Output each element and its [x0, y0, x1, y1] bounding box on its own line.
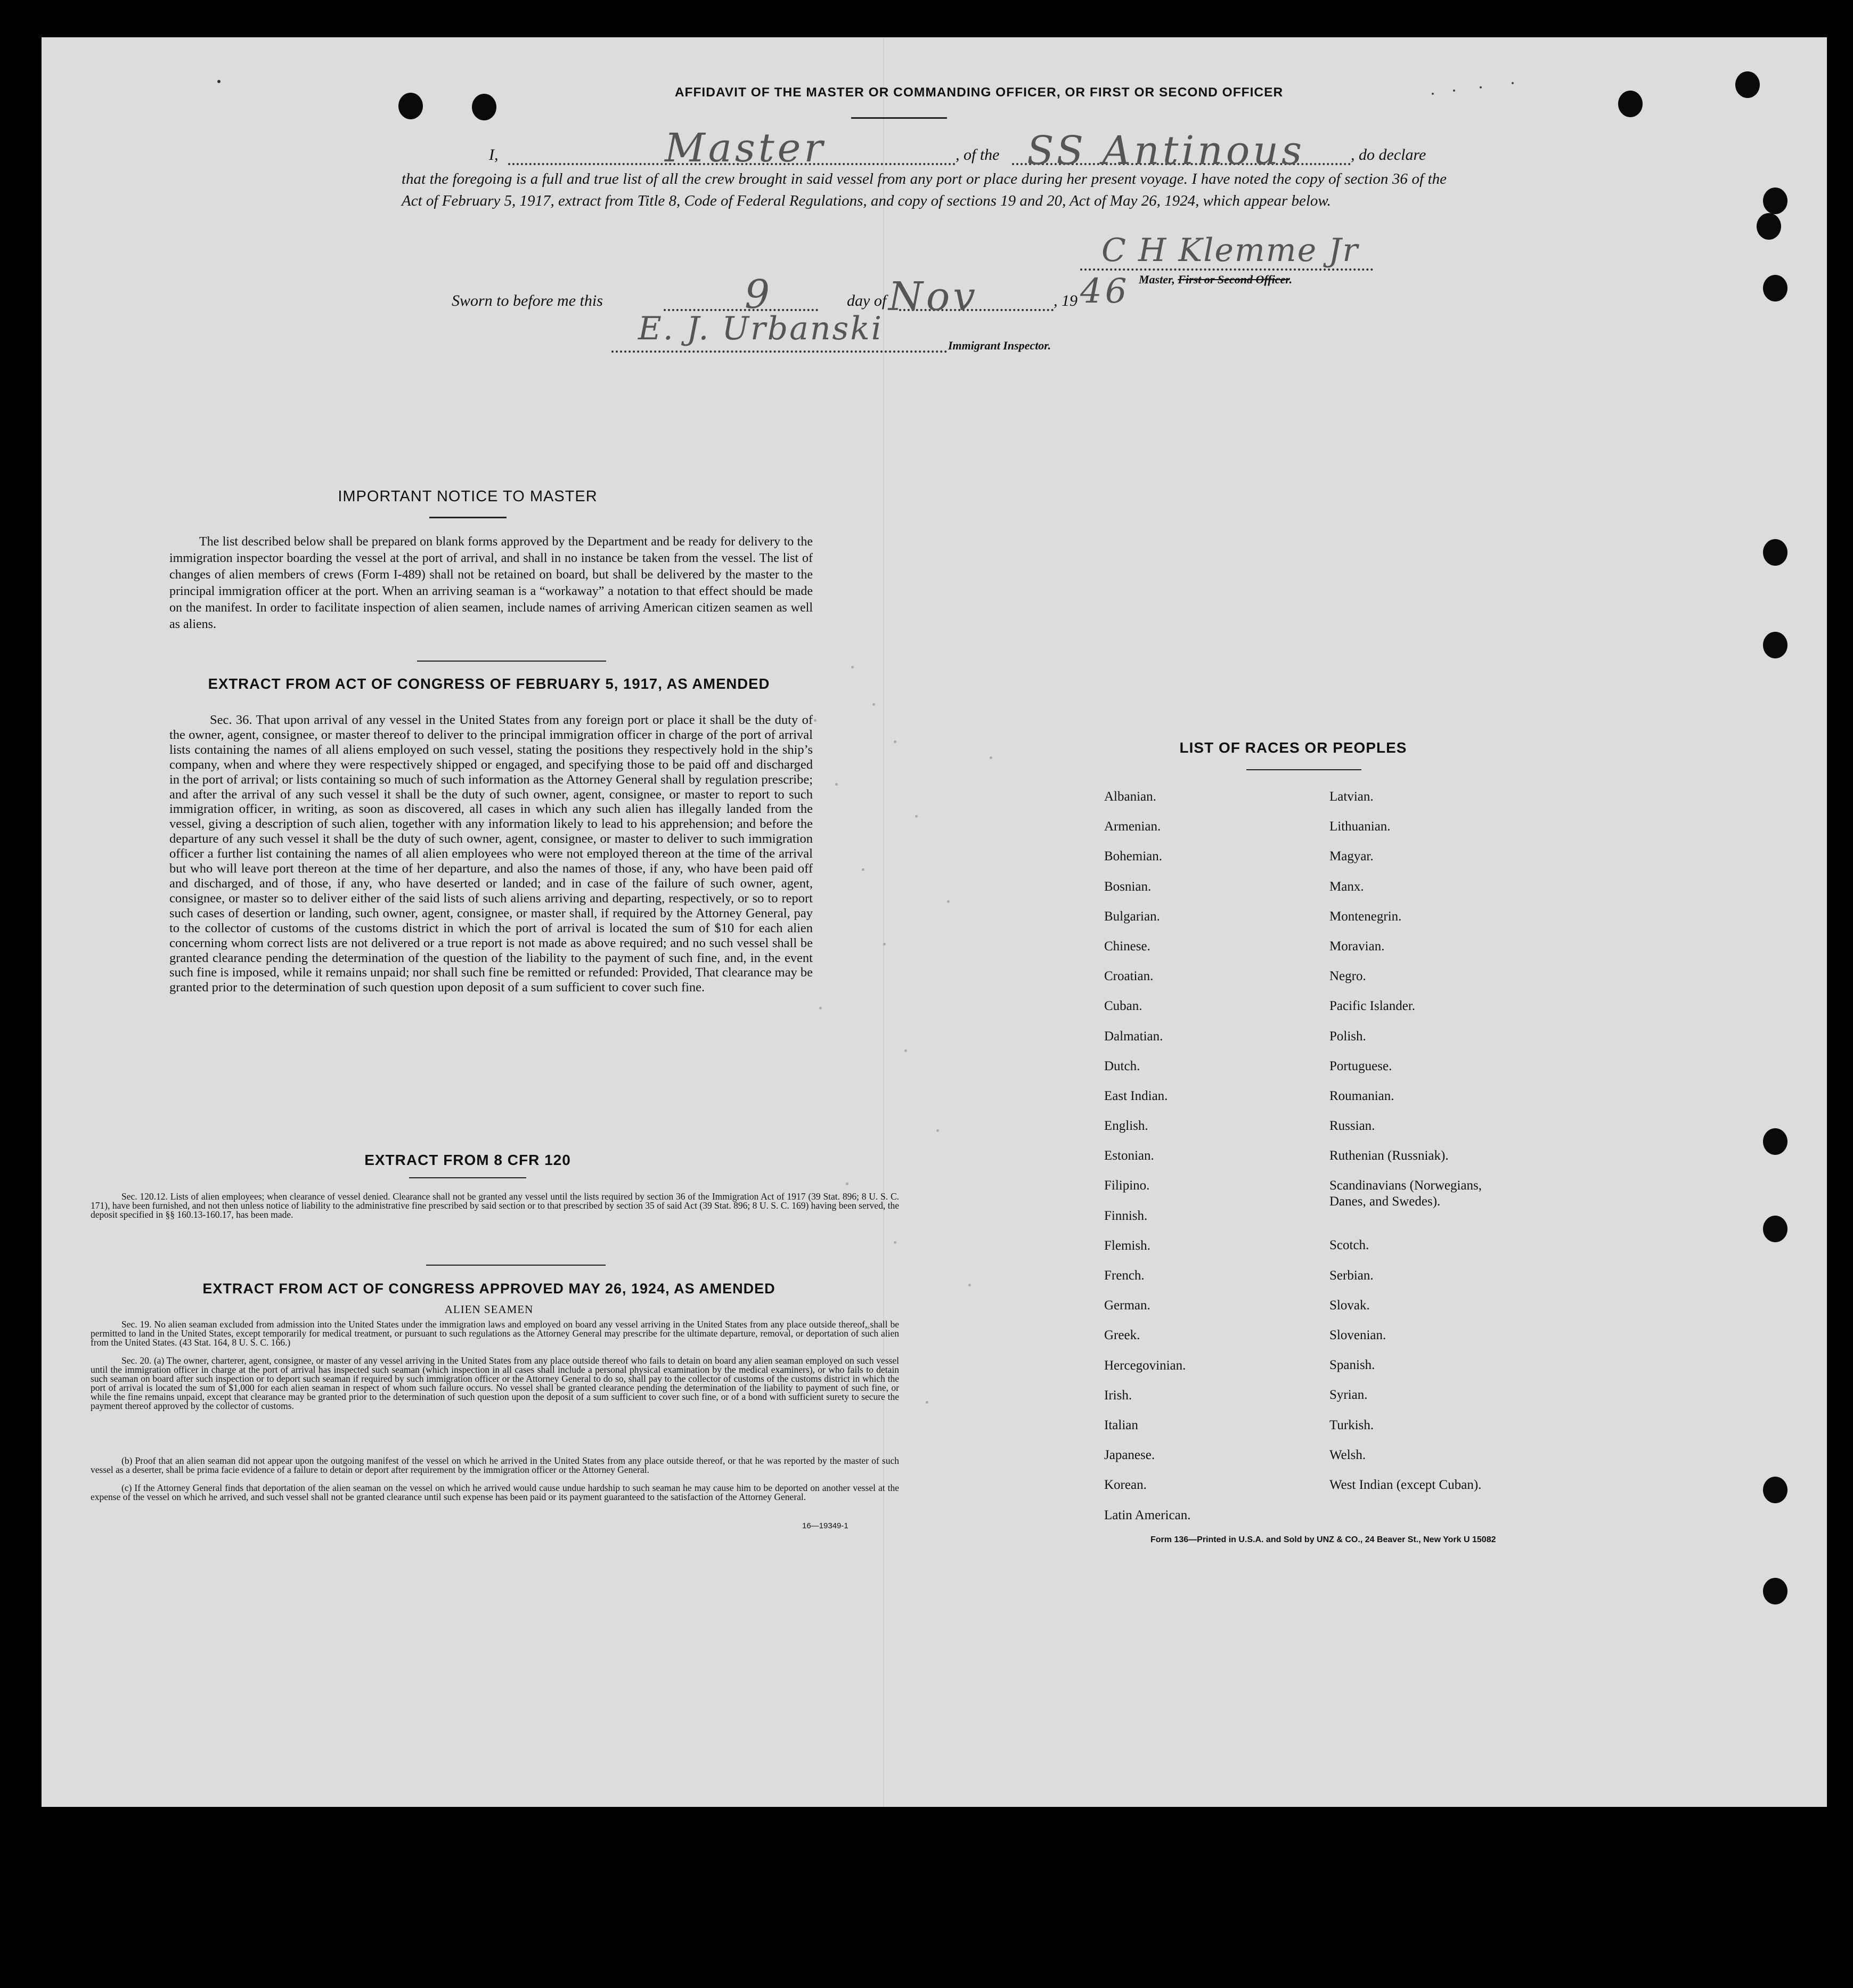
race-item: Flemish.	[1104, 1238, 1150, 1253]
extract-1917-rule-top	[417, 661, 606, 662]
master-caption	[1139, 273, 1292, 287]
race-item: Filipino.	[1104, 1178, 1150, 1193]
race-item: Portuguese.	[1329, 1058, 1392, 1073]
race-item: Negro.	[1329, 969, 1366, 984]
race-item: Albanian.	[1104, 789, 1156, 804]
race-item: Slovenian.	[1329, 1328, 1386, 1342]
race-item: Welsh.	[1329, 1447, 1366, 1462]
race-item: Estonian.	[1104, 1148, 1154, 1163]
race-item: Ruthenian (Russniak).	[1329, 1148, 1449, 1163]
affidavit-body: that the foregoing is a full and true list of all the crew brought in said vessel from any port or place during her present voyage. I have noted the copy of section 36 of the Act of February 5, 1917, extract from Title 8, Code of Federal Regulations, and copy of sections 19 and 20, Act of May 26, 1924, which appear below.	[402, 170, 1447, 209]
race-item: Russian.	[1329, 1119, 1375, 1134]
extract-1924-subheading: ALIEN SEAMEN	[444, 1303, 534, 1316]
race-item: Scotch.	[1329, 1238, 1369, 1253]
race-item: Dutch.	[1104, 1058, 1140, 1073]
race-item: Montenegrin.	[1329, 909, 1402, 924]
race-item: Scandinavians (Norwegians, Danes, and Swedes).	[1329, 1178, 1482, 1209]
extract-1924-sec20a: Sec. 20. (a) The owner, charterer, agent, consignee, or master of any vessel arriving in the United States from any place outside thereof who fails to detain on board any alien seaman employed on such vessel until the immigration officer in charge at the port of arrival has inspected such seaman (which inspection in all cases shall include a personal physical examination by the medical examiners), or who fails to detain such seaman on board after such inspection or to deport such seaman if required by such immigration officer or the Attorney General to do so, shall pay to the collector of customs of the customs district in which the port of arrival is located the sum of $1,000 for each alien seaman in respect of whom such failure occurs. No vessel shall be granted clearance pending the determination of the liability to payment of such fine, or while the fine remains unpaid, except that clearance may be granted prior to the determination of such question upon the deposit of a sum sufficient to cover such fine, or of a bond with sufficient surety to secure the payment thereof approved by the collector of customs.	[91, 1355, 899, 1411]
year-prefix: , 19	[1054, 292, 1077, 309]
punch-hole	[1763, 632, 1787, 658]
punch-hole	[398, 93, 423, 119]
affidavit-i: I,	[489, 146, 499, 164]
punch-hole	[1763, 539, 1787, 566]
affidavit-declare: , do declare	[1351, 146, 1426, 164]
race-item: Roumanian.	[1329, 1088, 1394, 1103]
punch-hole	[1618, 91, 1643, 117]
punch-hole	[1763, 188, 1787, 214]
cfr-rule	[409, 1177, 526, 1178]
master-caption-struck: First or Second Officer	[1178, 273, 1289, 286]
race-item: Finnish.	[1104, 1208, 1148, 1223]
race-item: Armenian.	[1104, 819, 1161, 834]
race-item: Magyar.	[1329, 849, 1374, 864]
races-heading: LIST OF RACES OR PEOPLES	[1179, 739, 1407, 756]
race-item: Turkish.	[1329, 1417, 1374, 1432]
punch-hole	[1763, 275, 1787, 302]
race-item: Dalmatian.	[1104, 1029, 1163, 1044]
punch-hole	[472, 94, 496, 120]
punch-hole	[1763, 1216, 1787, 1242]
affidavit-of-the: , of the	[956, 146, 1000, 164]
handwritten-vessel: SS Antinous	[1027, 128, 1305, 174]
race-item: Serbian.	[1329, 1268, 1374, 1283]
master-signature: C H Klemme Jr	[1101, 232, 1359, 269]
races-rule	[1246, 769, 1361, 770]
race-item: German.	[1104, 1298, 1150, 1313]
race-item: Slovak.	[1329, 1298, 1370, 1313]
document-page	[42, 37, 1827, 1807]
cfr-text: Sec. 120.12. Lists of alien employees; when clearance of vessel denied. Clearance shall not be granted any vessel until the lists required by section 36 of the Immigration Act of 1917 (39 Stat. 896; 8 U. S. C. 171), have been furnished, and not then unless notice of liability to the administrative fine prescribed by said section or to that prescribed by section 35 of said Act (39 Stat. 896; 8 U. S. C. 169) having been served, the deposit specified in §§ 160.13-160.17, has been made.	[91, 1191, 899, 1220]
race-item: Chinese.	[1104, 939, 1150, 954]
race-item: Hercegovinian.	[1104, 1358, 1186, 1373]
sworn-text: Sworn to before me this	[452, 292, 603, 309]
extract-1924-sec20b: (b) Proof that an alien seaman did not appear upon the outgoing manifest of the vessel on which he arrived in the United States from any place outside thereof, or that he was reported by the master of such vessel as a deserter, shall be prima facie evidence of a failure to detain or deport after requirement by the immigration officer or the Attorney General.	[91, 1455, 899, 1475]
master-caption-label: Master,	[1139, 273, 1178, 286]
punch-hole	[1763, 1578, 1787, 1604]
extract-1917-heading: EXTRACT FROM ACT OF CONGRESS OF FEBRUARY 5, 1917, AS AMENDED	[208, 675, 770, 692]
race-item: English.	[1104, 1119, 1148, 1134]
race-item: Korean.	[1104, 1478, 1147, 1493]
race-item: Italian	[1104, 1417, 1138, 1432]
race-item: Latvian.	[1329, 789, 1374, 804]
race-item: Polish.	[1329, 1029, 1366, 1044]
extract-1924-heading: EXTRACT FROM ACT OF CONGRESS APPROVED MAY 26, 1924, AS AMENDED	[202, 1281, 776, 1297]
race-item: Spanish.	[1329, 1358, 1375, 1373]
punch-hole	[1763, 1128, 1787, 1155]
affidavit-title-rule	[851, 117, 947, 119]
race-item: Croatian.	[1104, 969, 1154, 984]
handwritten-month: Nov	[888, 274, 979, 320]
race-item: Syrian.	[1329, 1388, 1368, 1403]
races-column-1	[1104, 789, 1307, 1537]
notice-text: The list described below shall be prepared on blank forms approved by the Department and be ready for delivery to the immigration inspector boarding the vessel at the port of arrival, and shall in no instance be taken from the vessel. The list of changes of alien members of crews (Form I-489) shall not be retained on board, but shall be delivered by the master to the principal immigration officer at the port. When an arriving seaman is a “workaway” a notation to that effect should be made on the manifest. In order to facilitate inspection of alien seamen, include names of arriving American citizen seamen as well as aliens.	[169, 535, 813, 631]
punch-hole	[1763, 1477, 1787, 1503]
race-item: Bulgarian.	[1104, 909, 1160, 924]
inspector-signature: E. J. Urbanski	[638, 310, 883, 347]
day-of-text: day of	[847, 292, 887, 309]
race-item: Cuban.	[1104, 999, 1142, 1014]
affidavit-title: AFFIDAVIT OF THE MASTER OR COMMANDING OFFICER, OR FIRST OR SECOND OFFICER	[674, 85, 1284, 100]
inspector-line	[611, 351, 947, 353]
race-item: Japanese.	[1104, 1448, 1155, 1463]
race-item: Lithuanian.	[1329, 819, 1391, 834]
extract-1917-text: Sec. 36. That upon arrival of any vessel in the United States from any foreign port or place it shall be the duty of the owner, agent, consignee, or master thereof to deliver to the principal immigration officer in charge of the port of arrival lists containing the names of all aliens employed on such vessel, stating the positions they respectively hold in the ship’s company, when and where they were respectively shipped or engaged, and specifying those to be paid off and discharged in the port of arrival; or lists containing so much of such information as the Attorney General shall by regulation prescribe; and after the arrival of any such vessel it shall be the duty of such owner, agent, consignee, or master to report to such immigration officer, in writing, as soon as discovered, all cases in which any such alien has illegally landed from the vessel, giving a description of such alien, together with any information likely to lead to his apprehension; and before the departure of any such vessel it shall be the duty of such owner, agent, consignee, or master to deliver to such immigration officer a further list containing the names of all alien employees who were not employed thereon at the time of the arrival but who will leave port thereon at the time of her departure, and also the names of those, if any, who have been paid off and discharged, and of those, if any, who have deserted or landed; and in case of the failure of such owner, agent, consignee, or master so to deliver either of the said lists of such aliens arriving and departing, respectively, or so to report such cases of desertion or landing, such owner, agent, consignee, or master shall, if required by the Attorney General, pay to the collector of customs of the customs district in which the port of arrival is located the sum of $10 for each alien concerning whom correct lists are not delivered or a true report is not made as above required; and no such vessel shall be granted clearance pending the determination of the question of the liability to the payment of such fine, and, in the event such fine is imposed, while it remains unpaid; nor shall such fine be remitted or refunded: Provided, That clearance may be granted prior to the determination of such question upon deposit of a sum sufficient to cover such fine.	[169, 713, 813, 995]
handwritten-year: 46	[1080, 272, 1130, 311]
race-item: Irish.	[1104, 1388, 1132, 1403]
race-item: French.	[1104, 1268, 1145, 1283]
races-column-2	[1329, 789, 1628, 1507]
race-item: Moravian.	[1329, 939, 1385, 954]
race-item: Greek.	[1104, 1328, 1140, 1343]
race-item: East Indian.	[1104, 1088, 1168, 1103]
punch-hole	[1735, 71, 1760, 98]
notice-heading: IMPORTANT NOTICE TO MASTER	[338, 488, 598, 505]
extract-1924-rule-top	[426, 1265, 606, 1266]
punch-hole	[1757, 213, 1781, 240]
extract-1924-sec19: Sec. 19. No alien seaman excluded from admission into the United States under the immigration laws and employed on board any vessel arriving in the United States from any place outside thereof, shall be permitted to land in the United States, except temporarily for medical treatment, or pursuant to such regulations as the Attorney General may prescribe for the ultimate departure, removal, or deportation of such alien from the United States. (43 Stat. 164, 8 U. S. C. 166.)	[91, 1319, 899, 1348]
race-item: Bohemian.	[1104, 849, 1163, 864]
handwritten-rank: Master	[665, 125, 826, 171]
master-caption-end: .	[1289, 273, 1293, 286]
race-item: Pacific Islander.	[1329, 999, 1416, 1014]
cfr-heading: EXTRACT FROM 8 CFR 120	[364, 1152, 571, 1168]
handwritten-day: 9	[745, 272, 773, 317]
race-item: Bosnian.	[1104, 879, 1152, 894]
race-item: West Indian (except Cuban).	[1329, 1477, 1482, 1492]
race-item: Latin American.	[1104, 1508, 1191, 1522]
notice-rule	[429, 517, 507, 518]
race-item: Manx.	[1329, 879, 1364, 894]
inspector-caption: Immigrant Inspector.	[948, 339, 1051, 352]
extract-1924-sec20c: (c) If the Attorney General finds that deportation of the alien seaman on the vessel on which he arrived would cause undue hardship to such seaman he may cause him to be deported on another vessel at the expense of the vessel on which he arrived, and such vessel shall not be granted clearance until such expense has been paid or its payment guaranteed to the satisfaction of the Attorney General.	[91, 1482, 899, 1502]
master-signature-line	[1080, 268, 1373, 271]
races-footer: Form 136—Printed in U.S.A. and Sold by UNZ & CO., 24 Beaver St., New York U 15082	[1150, 1535, 1496, 1544]
form-code: 16—19349-1	[802, 1521, 848, 1530]
